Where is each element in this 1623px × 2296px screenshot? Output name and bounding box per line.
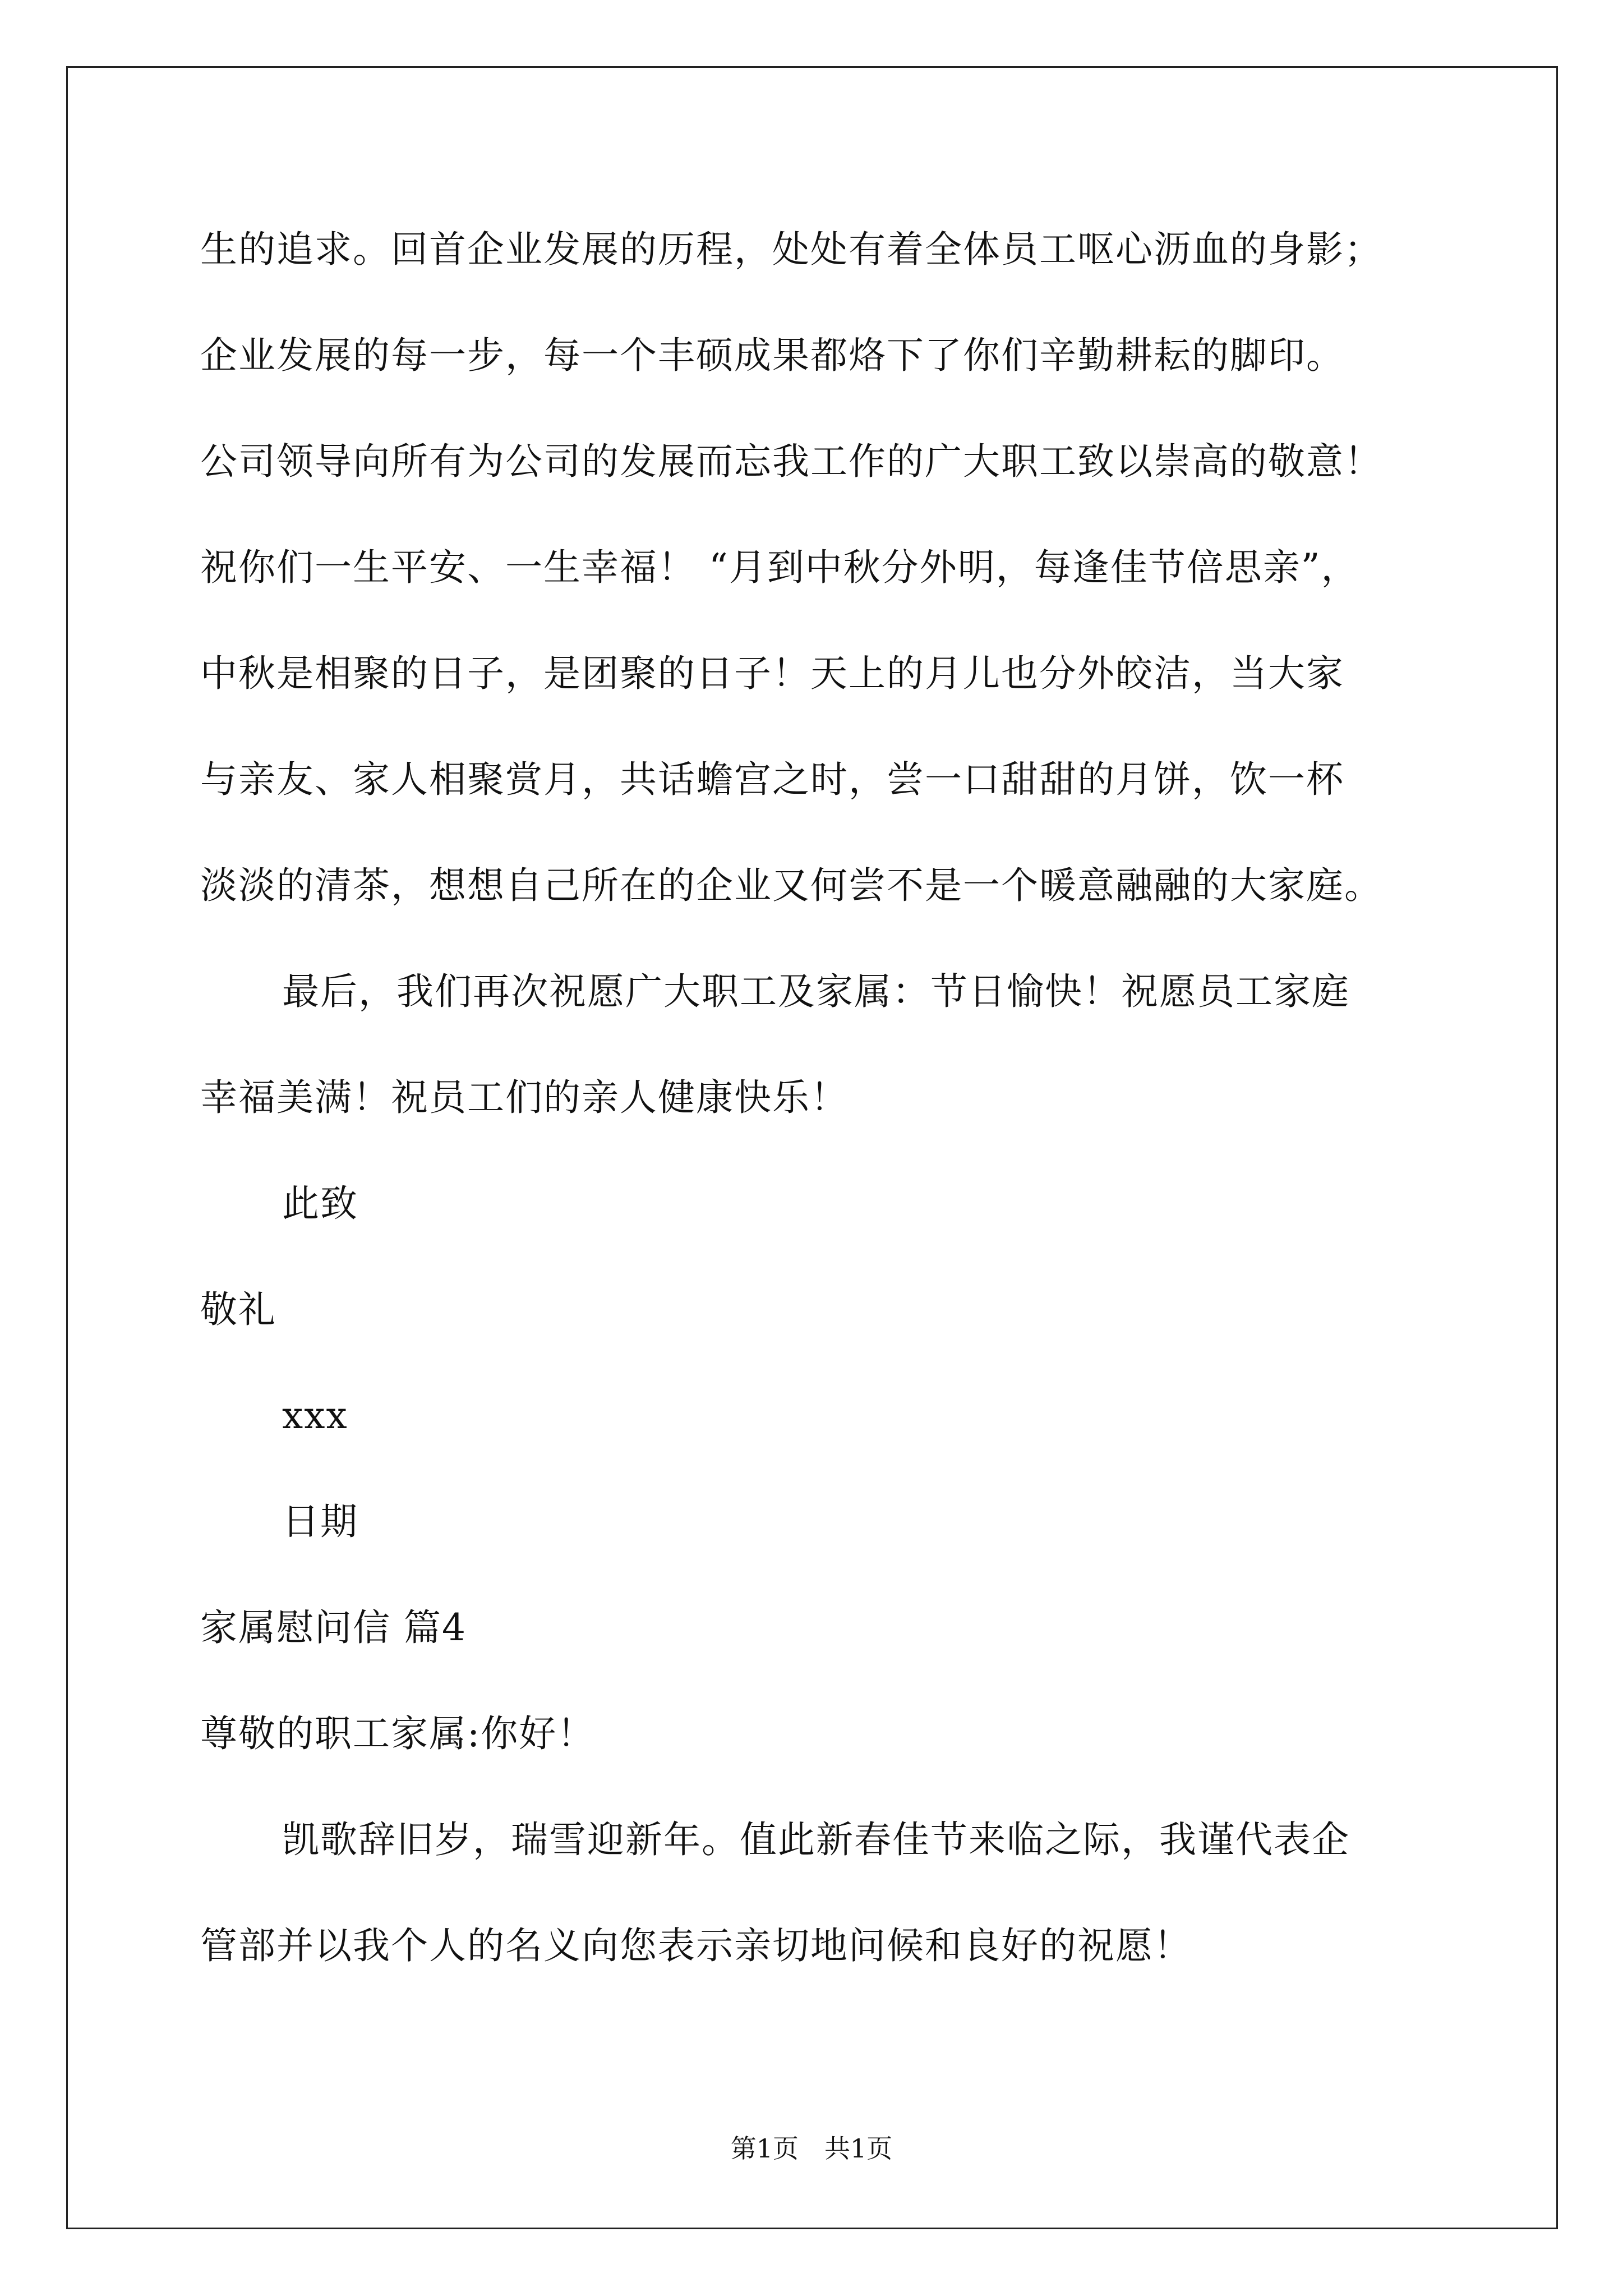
- text-line: 与亲友、家人相聚赏月，共话蟾宫之时，尝一口甜甜的月饼，饮一杯: [200, 758, 1344, 801]
- signature-name: xxx: [282, 1394, 348, 1437]
- closing-phrase: 此致: [282, 1182, 358, 1225]
- page-border: [66, 66, 1558, 2229]
- paragraph-line: 凯歌辞旧岁，瑞雪迎新年。值此新春佳节来临之际，我谨代表企: [282, 1818, 1350, 1861]
- text-line: 中秋是相聚的日子，是团聚的日子！天上的月儿也分外皎洁，当大家: [200, 652, 1344, 695]
- salutation-closing: 敬礼: [200, 1288, 276, 1331]
- signature-date: 日期: [282, 1500, 358, 1543]
- page-footer: 第1页 共1页: [730, 2133, 893, 2164]
- section-title: 家属慰问信 篇4: [200, 1606, 467, 1649]
- text-line: 淡淡的清茶，想想自己所在的企业又何尝不是一个暖意融融的大家庭。: [200, 864, 1382, 907]
- text-line: 幸福美满！祝员工们的亲人健康快乐！: [200, 1076, 849, 1119]
- text-line: 生的追求。回首企业发展的历程，处处有着全体员工呕心沥血的身影；: [200, 228, 1382, 271]
- text-line: 管部并以我个人的名义向您表示亲切地问候和良好的祝愿！: [200, 1924, 1192, 1967]
- text-line: 公司领导向所有为公司的发展而忘我工作的广大职工致以崇高的敬意！: [200, 440, 1382, 483]
- text-line: 企业发展的每一步，每一个丰硕成果都烙下了你们辛勤耕耘的脚印。: [200, 334, 1344, 377]
- greeting: 尊敬的职工家属:你好！: [200, 1712, 596, 1755]
- paragraph-line: 最后，我们再次祝愿广大职工及家属：节日愉快！祝愿员工家庭: [282, 970, 1350, 1013]
- text-line: 祝你们一生平安、一生幸福！ “月到中秋分外明，每逢佳节倍思亲”，: [200, 546, 1359, 589]
